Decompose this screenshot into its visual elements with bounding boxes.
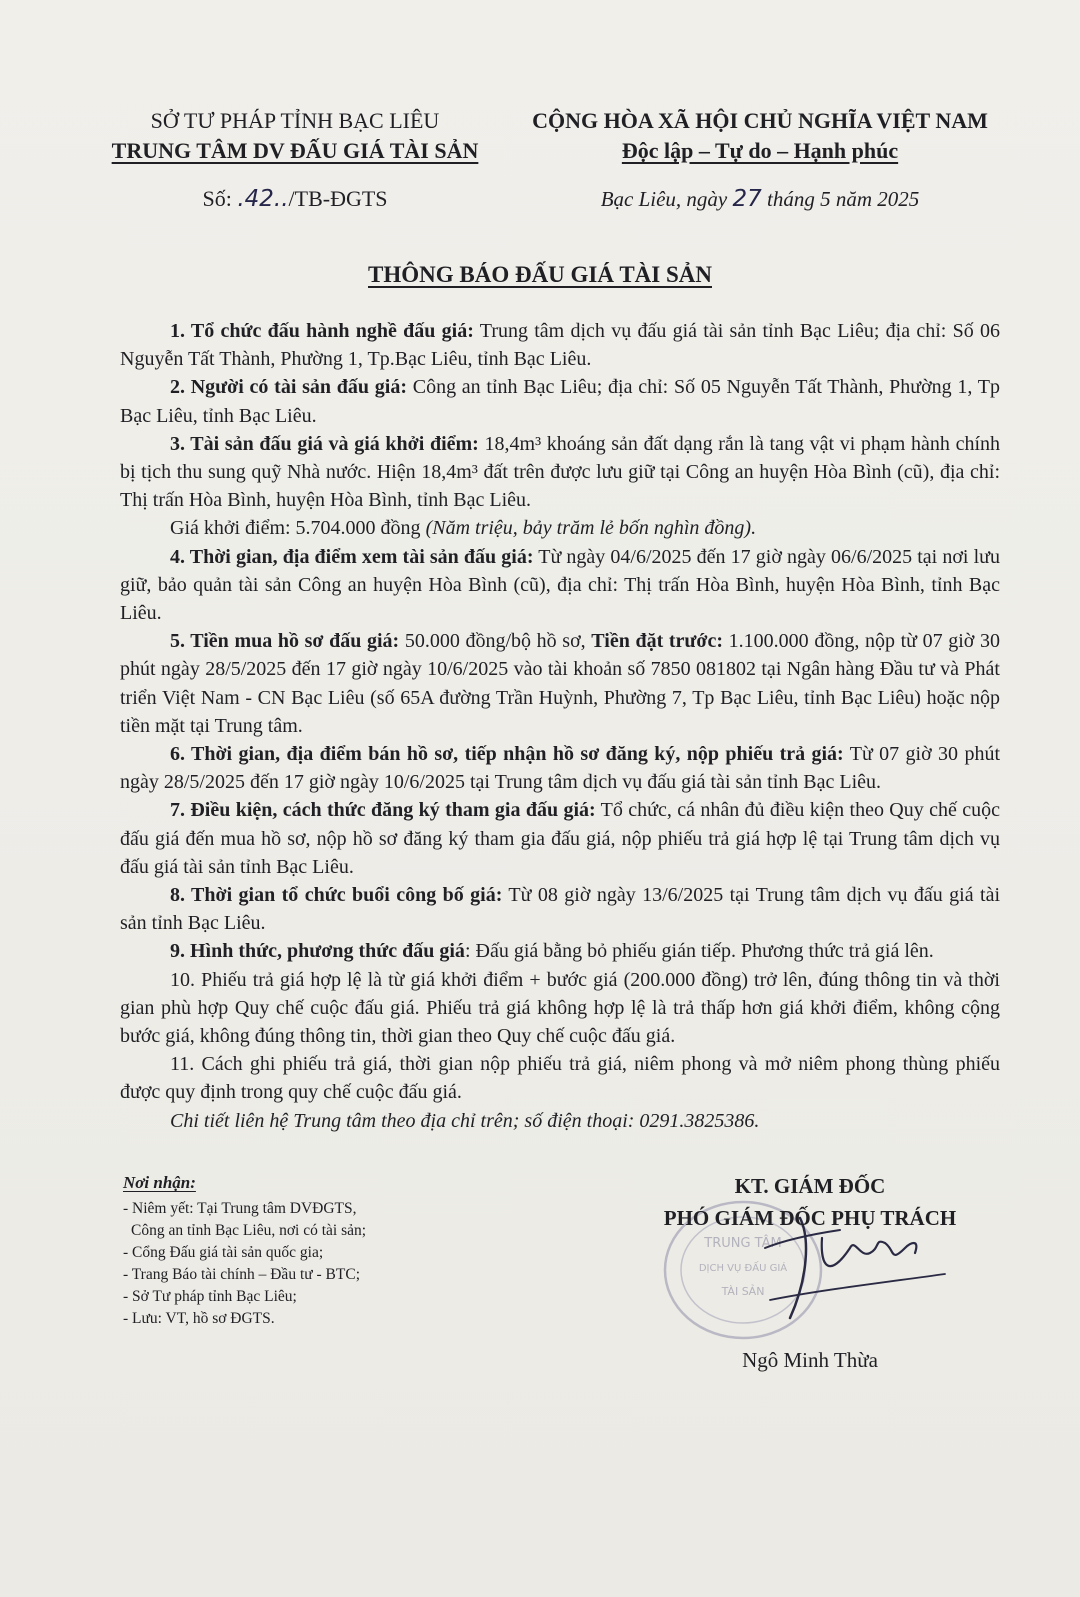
recipient-item: - Sở Tư pháp tỉnh Bạc Liêu;	[123, 1288, 297, 1305]
recipients-title: Nơi nhận:	[123, 1173, 196, 1192]
recipient-item: - Lưu: VT, hồ sơ ĐGTS.	[123, 1310, 275, 1327]
signer-name: Ngô Minh Thừa	[742, 1348, 878, 1372]
nation-line-2: Độc lập – Tự do – Hạnh phúc	[621, 138, 899, 163]
handwritten-number: .42..	[237, 186, 289, 212]
handwritten-day: 27	[732, 186, 762, 212]
issuing-organization	[105, 106, 485, 214]
document-date: Bạc Liêu, ngày 27 tháng 5 năm 2025	[600, 186, 920, 212]
signature-block	[620, 1170, 1000, 1234]
recipients-block	[123, 1172, 453, 1330]
stamp-text: TÀI SẢN	[721, 1285, 765, 1298]
national-motto	[500, 106, 1020, 214]
section-10: 10. Phiếu trả giá hợp lệ là từ giá khởi điểm + bước giá (200.000 đồng) trở lên, đúng thông tin và thời gian phù hợp Quy chế cuộc đấu giá. Phiếu trả giá không hợp lệ là trả thấp hơn giá khởi điểm, không cộng bước giá, không đúng thông tin, thời gian theo Quy chế cuộc đấu giá.	[120, 968, 1000, 1048]
section-2: 2. Người có tài sản đấu giá: Công an tỉnh Bạc Liêu; địa chỉ: Số 05 Nguyễn Tất Thành, Phường 1, Tp Bạc Liêu, tỉnh Bạc Liêu.	[120, 376, 1000, 427]
nation-line-1: CỘNG HÒA XÃ HỘI CHỦ NGHĨA VIỆT NAM	[532, 108, 988, 133]
org-line-2: TRUNG TÂM DV ĐẤU GIÁ TÀI SẢN	[111, 138, 479, 163]
section-3: 3. Tài sản đấu giá và giá khởi điểm: 18,4m³ khoáng sản đất dạng rắn là tang vật vi phạm hành chính bị tịch thu sung quỹ Nhà nước. Hiện 18,4m³ đất trên được lưu giữ tại Công an huyện Hòa Bình (cũ), địa chỉ: Thị trấn Hòa Bình, huyện Hòa Bình, tỉnh Bạc Liêu.	[120, 432, 1000, 512]
recipient-item: - Niêm yết: Tại Trung tâm DVĐGTS,	[123, 1200, 357, 1217]
recipient-item: Công an tỉnh Bạc Liêu, nơi có tài sản;	[131, 1222, 367, 1239]
section-5: 5. Tiền mua hồ sơ đấu giá: 50.000 đồng/bộ hồ sơ, Tiền đặt trước: 1.100.000 đồng, nộp từ 07 giờ 30 phút ngày 28/5/2025 đến 17 giờ ngày 10/6/2025 vào tài khoản số 7850 081802 tại Ngân hàng Đầu tư và Phát triển Việt Nam - CN Bạc Liêu (số 65A đường Trần Huỳnh, Phường 7, Tp Bạc Liêu, tỉnh Bạc Liêu) hoặc nộp tiền mặt tại Trung tâm.	[120, 630, 1001, 737]
recipient-item: - Trang Báo tài chính – Đầu tư - BTC;	[123, 1266, 361, 1283]
section-1: 1. Tổ chức đấu hành nghề đấu giá: Trung tâm dịch vụ đấu giá tài sản tỉnh Bạc Liêu; địa chỉ: Số 06 Nguyễn Tất Thành, Phường 1, Tp.Bạc Liêu, tỉnh Bạc Liêu.	[120, 320, 1000, 371]
section-8: 8. Thời gian tổ chức buổi công bố giá: Từ 08 giờ ngày 13/6/2025 tại Trung tâm dịch vụ đấu giá tài sản tỉnh Bạc Liêu.	[120, 884, 1000, 935]
org-line-1: SỞ TƯ PHÁP TỈNH BẠC LIÊU	[150, 108, 440, 133]
stamp-text: DỊCH VỤ ĐẤU GIÁ	[698, 1263, 788, 1274]
signature-title-2: PHÓ GIÁM ĐỐC PHỤ TRÁCH	[663, 1206, 957, 1230]
section-4: 4. Thời gian, địa điểm xem tài sản đấu giá: Từ ngày 04/6/2025 đến 17 giờ ngày 06/6/2025 tại nơi lưu giữ, bảo quản tài sản Công an huyện Hòa Bình (cũ), địa chỉ: Thị trấn Hòa Bình, huyện Hòa Bình, tỉnh Bạc Liêu.	[120, 545, 1000, 625]
document-title: THÔNG BÁO ĐẤU GIÁ TÀI SẢN	[368, 262, 712, 287]
section-9: 9. Hình thức, phương thức đấu giá: Đấu giá bằng bỏ phiếu gián tiếp. Phương thức trả giá lên.	[170, 940, 934, 963]
recipient-item: - Cổng Đấu giá tài sản quốc gia;	[123, 1244, 324, 1261]
section-11: 11. Cách ghi phiếu trả giá, thời gian nộp phiếu trả giá, niêm phong và mở niêm phong thùng phiếu được quy định trong quy chế cuộc đấu giá.	[120, 1053, 1000, 1104]
document-number: Số: .42../TB-ĐGTS	[202, 186, 388, 212]
signature-title-1: KT. GIÁM ĐỐC	[734, 1174, 886, 1198]
start-price: Giá khởi điểm: 5.704.000 đồng (Năm triệu, bảy trăm lẻ bốn nghìn đồng).	[170, 517, 757, 540]
section-7: 7. Điều kiện, cách thức đăng ký tham gia đấu giá: Tổ chức, cá nhân đủ điều kiện theo Quy chế cuộc đấu giá đến mua hồ sơ, nộp hồ sơ đăng ký tham gia đấu giá, nộp phiếu trả giá hợp lệ tại Trung tâm dịch vụ đấu giá tài sản tỉnh Bạc Liêu.	[120, 799, 1000, 878]
section-6: 6. Thời gian, địa điểm bán hồ sơ, tiếp nhận hồ sơ đăng ký, nộp phiếu trả giá: Từ 07 giờ 30 phút ngày 28/5/2025 đến 17 giờ ngày 10/6/2025 tại Trung tâm dịch vụ đấu giá tài sản tỉnh Bạc Liêu.	[120, 743, 1000, 794]
stamp-text: TRUNG TÂM	[704, 1236, 782, 1251]
contact-line: Chi tiết liên hệ Trung tâm theo địa chỉ trên; số điện thoại: 0291.3825386.	[170, 1109, 760, 1132]
document-body	[120, 317, 1000, 1135]
